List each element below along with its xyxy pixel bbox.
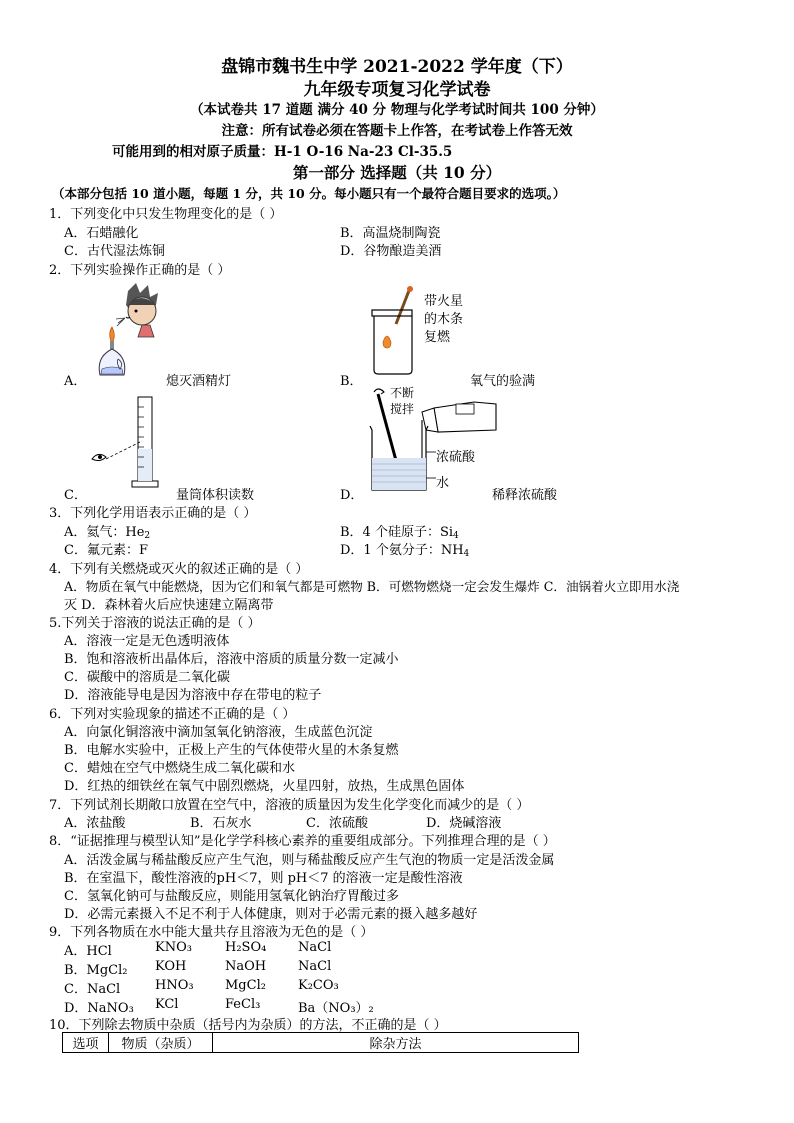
q9-d-2: KCl bbox=[155, 997, 179, 1012]
q5-option-a: A．溶液一定是无色透明液体 bbox=[64, 634, 230, 649]
relative-atomic-masses: 可能用到的相对原子质量：H-1 O-16 Na-23 Cl-35.5 bbox=[112, 144, 453, 160]
q5-stem: 5.下列关于溶液的说法正确的是（ ） bbox=[49, 616, 261, 631]
q9-c-4: K₂CO₃ bbox=[298, 978, 339, 993]
q2-option-d-note3: 浓硫酸 bbox=[436, 450, 476, 465]
blow-out-lamp-figure bbox=[92, 283, 182, 383]
dilute-acid-figure bbox=[364, 386, 504, 494]
q4-stem: 4．下列有关燃烧或灭火的叙述正确的是（ ） bbox=[49, 562, 309, 577]
q2-option-c-caption: 量筒体积读数 bbox=[176, 488, 255, 503]
q3-option-a: A．氦气：$He_2$ bbox=[64, 525, 151, 541]
q10-col-method: 除杂方法 bbox=[213, 1033, 579, 1053]
q5-option-d: D．溶液能导电是因为溶液中存在带电的粒子 bbox=[64, 688, 322, 703]
q9-a-4: NaCl bbox=[298, 940, 332, 955]
q3-option-d: D．1 个氨分子：$NH_4$ bbox=[340, 543, 470, 559]
q2-option-c-letter: C． bbox=[64, 488, 87, 503]
q8-option-d: D．必需元素摄入不足不利于人体健康，则对于必需元素的摄入越多越好 bbox=[64, 907, 478, 922]
q7-option-c: C．浓硫酸 bbox=[306, 816, 368, 831]
glowing-tip-icon bbox=[407, 286, 413, 292]
q10-stem: 10．下列除去物质中杂质（括号内为杂质）的方法，不正确的是（ ） bbox=[49, 1018, 447, 1033]
q2-option-b-letter: B． bbox=[340, 374, 363, 389]
exam-title: 九年级专项复习化学试卷 bbox=[303, 80, 491, 100]
q5-option-c: C．碳酸中的溶质是二氧化碳 bbox=[64, 670, 230, 685]
q7-option-d: D．烧碱溶液 bbox=[426, 816, 502, 831]
exam-info: （本试卷共 17 道题 满分 40 分 物理与化学考试时间共 100 分钟） bbox=[190, 102, 604, 118]
flame-icon bbox=[383, 336, 391, 348]
graduated-cylinder-icon bbox=[132, 397, 158, 487]
q8-stem: 8．“证据推理与模型认知”是化学学科核心素养的重要组成部分。下列推理合理的是（ ） bbox=[49, 834, 556, 849]
school-title: 盘锦市魏书生中学 2021-2022 学年度（下） bbox=[221, 57, 573, 77]
q9-b-4: NaCl bbox=[298, 959, 332, 974]
wooden-splint-icon bbox=[396, 288, 410, 324]
q8-option-c: C．氢氧化钠可与盐酸反应，则能用氢氧化钠治疗胃酸过多 bbox=[64, 889, 399, 904]
q2-option-d-letter: D． bbox=[340, 488, 364, 503]
q9-b-1: B．MgCl₂ bbox=[64, 963, 128, 978]
q10-col-option: 选项 bbox=[63, 1033, 109, 1053]
beaker-icon bbox=[370, 426, 428, 490]
q2-option-a-caption: 熄灭酒精灯 bbox=[166, 374, 232, 389]
q8-option-b: B．在室温下，酸性溶液的pH＜7，则 pH＜7 的溶液一定是酸性溶液 bbox=[64, 871, 463, 886]
q10-col-substance: 物质（杂质） bbox=[109, 1033, 213, 1053]
eye-icon bbox=[92, 454, 106, 460]
q9-d-3: FeCl₃ bbox=[225, 997, 261, 1012]
q9-c-3: MgCl₂ bbox=[225, 978, 266, 993]
q9-d-4: Ba（NO₃）₂ bbox=[298, 1001, 374, 1016]
q9-a-1: A．HCl bbox=[64, 944, 112, 959]
sight-line bbox=[106, 441, 142, 459]
q6-option-c: C．蜡烛在空气中燃烧生成二氧化碳和水 bbox=[64, 761, 295, 776]
q1-option-c: C．古代湿法炼铜 bbox=[64, 244, 165, 259]
q2-option-d-note1: 不断 bbox=[390, 386, 415, 400]
q9-b-3: NaOH bbox=[225, 959, 267, 974]
q9-b-2: KOH bbox=[155, 959, 187, 974]
section-note: （本部分包括 10 道小题，每题 1 分，共 10 分。每小题只有一个最符合题目要求的选项。） bbox=[52, 186, 566, 201]
q6-option-d: D．红热的细铁丝在氧气中剧烈燃烧，火星四射，放热，生成黑色固体 bbox=[64, 779, 465, 794]
q6-stem: 6．下列对实验现象的描述不正确的是（ ） bbox=[49, 707, 296, 722]
q6-option-b: B．电解水实验中，正极上产生的气体使带火星的木条复燃 bbox=[64, 743, 399, 758]
q10-table bbox=[62, 1032, 579, 1053]
person-head-icon bbox=[126, 283, 158, 337]
alcohol-lamp-icon bbox=[99, 327, 125, 375]
air-flow-lines bbox=[116, 318, 125, 326]
q2-option-a-letter: A． bbox=[64, 374, 87, 389]
q3-option-b: B．4 个硅原子：$Si_4$ bbox=[340, 525, 459, 541]
q1-option-b: B．高温烧制陶瓷 bbox=[340, 226, 441, 241]
q9-stem: 9．下列各物质在水中能大量共存且溶液为无色的是（ ） bbox=[49, 925, 374, 940]
q1-stem: 1．下列变化中只发生物理变化的是（ ） bbox=[49, 207, 283, 222]
q2-option-b-note1: 带火星 bbox=[424, 294, 464, 309]
q9-a-2: KNO₃ bbox=[155, 940, 192, 955]
q9-a-3: H₂SO₄ bbox=[225, 940, 267, 955]
q2-option-b-caption: 氧气的验满 bbox=[470, 374, 536, 389]
q3-stem: 3．下列化学用语表示正确的是（ ） bbox=[49, 506, 257, 521]
q9-c-2: HNO₃ bbox=[155, 978, 194, 993]
q1-option-d: D．谷物酿造美酒 bbox=[340, 244, 442, 259]
glass-plate-icon bbox=[372, 310, 412, 316]
q2-option-b-note3: 复燃 bbox=[424, 330, 451, 345]
q3-option-c: C．氟元素：F bbox=[64, 543, 148, 558]
q8-option-a: A．活泼金属与稀盐酸反应产生气泡，则与稀盐酸反应产生气泡的物质一定是活泼金属 bbox=[64, 853, 555, 868]
q7-option-a: A．浓盐酸 bbox=[64, 816, 126, 831]
q9-c-1: C．NaCl bbox=[64, 982, 121, 997]
exam-notice: 注意：所有试卷必须在答题卡上作答，在考试卷上作答无效 bbox=[221, 123, 573, 139]
acid-bottle-icon bbox=[422, 402, 496, 432]
q2-stem: 2．下列实验操作正确的是（ ） bbox=[49, 263, 231, 278]
q10-table-header-row bbox=[63, 1033, 579, 1053]
q7-option-b: B．石灰水 bbox=[190, 816, 252, 831]
q2-option-d-note4: 水 bbox=[436, 476, 450, 491]
q9-d-1: D．NaNO₃ bbox=[64, 1001, 134, 1016]
q2-option-d-note2: 搅拌 bbox=[390, 402, 415, 416]
q6-option-a: A．向氯化铜溶液中滴加氢氧化钠溶液，生成蓝色沉淀 bbox=[64, 725, 373, 740]
section-title: 第一部分 选择题（共 10 分） bbox=[292, 163, 502, 182]
gas-jar-icon bbox=[374, 316, 412, 374]
oxygen-test-figure bbox=[366, 286, 426, 376]
q2-option-b-note2: 的木条 bbox=[424, 312, 464, 327]
q1-option-a: A．石蜡融化 bbox=[64, 226, 139, 241]
cylinder-reading-figure bbox=[88, 393, 178, 491]
q4-options-line2: 灭 D．森林着火后应快速建立隔离带 bbox=[64, 598, 274, 613]
q7-stem: 7．下列试剂长期敞口放置在空气中，溶液的质量因为发生化学变化而减少的是（ ） bbox=[49, 798, 530, 813]
q4-options-line1: A．物质在氧气中能燃烧，因为它们和氧气都是可燃物 B．可燃物燃烧一定会发生爆炸 C．油锅着火立即用水浇 bbox=[64, 579, 680, 594]
q5-option-b: B．饱和溶液析出晶体后，溶液中溶质的质量分数一定减小 bbox=[64, 652, 399, 667]
q2-option-d-caption: 稀释浓硫酸 bbox=[492, 488, 558, 503]
